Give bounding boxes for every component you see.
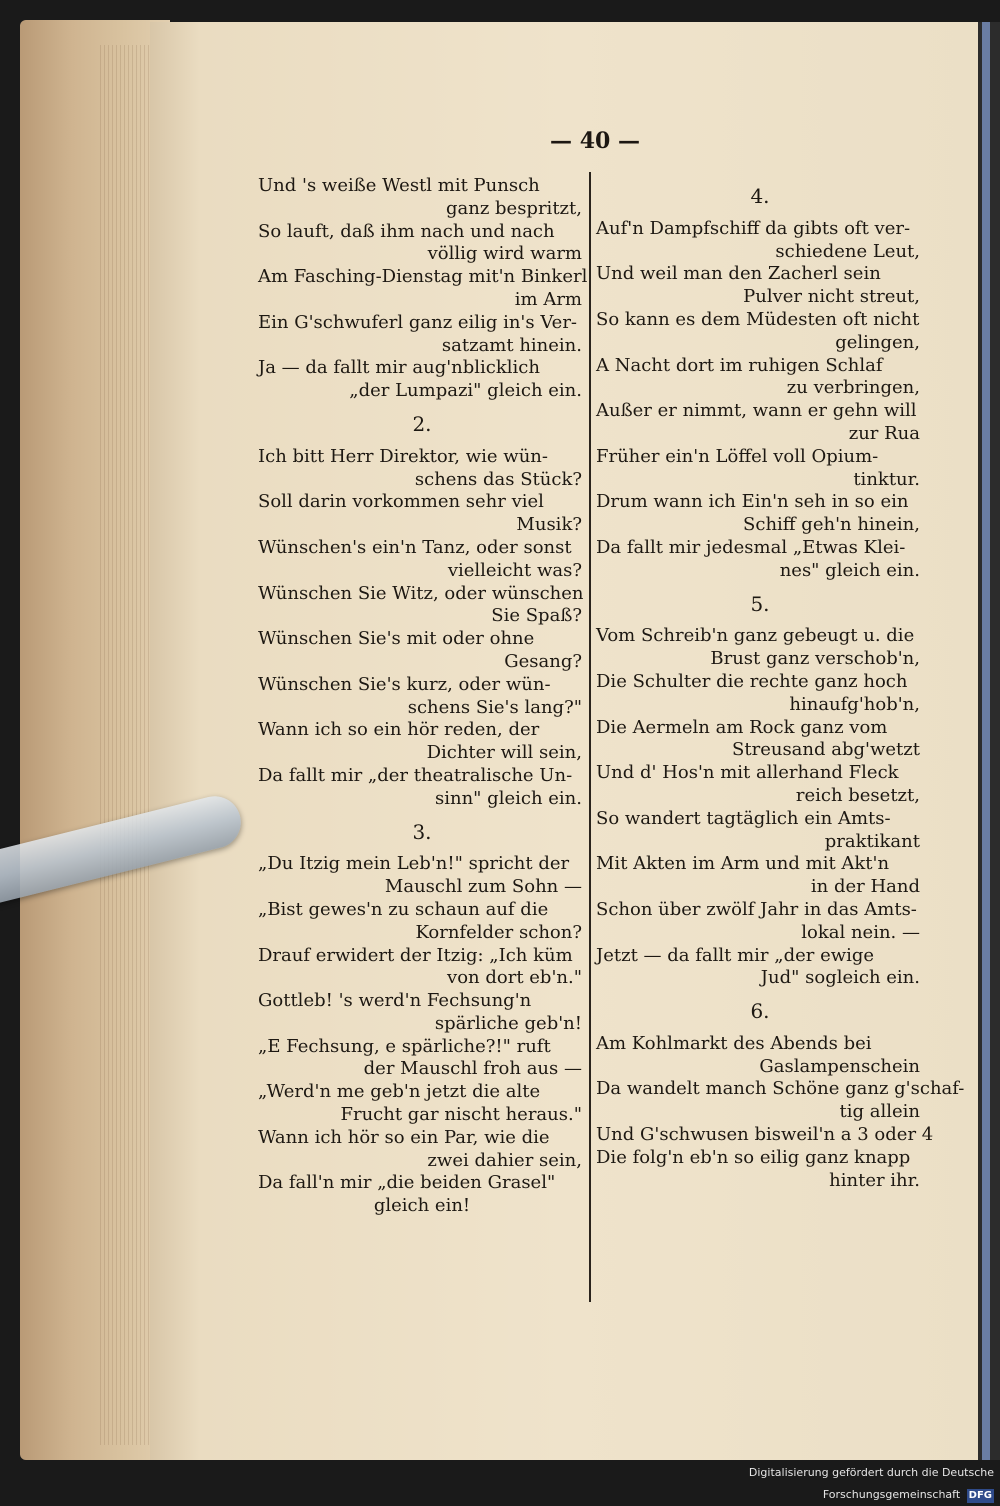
verse-line: nes" gleich ein. <box>779 559 920 581</box>
verse-line: Am Kohlmarkt des Abends bei <box>596 1032 872 1054</box>
verse-line: schiedene Leut, <box>775 240 920 262</box>
verse-line: Soll darin vorkommen sehr viel <box>258 491 544 513</box>
right-column <box>596 175 965 1192</box>
verse-line: Außer er nimmt, wann er gehn will <box>596 400 917 422</box>
verse-line: gelingen, <box>835 331 920 353</box>
stanza-number: 2. <box>412 411 432 436</box>
stanza-number: 6. <box>750 999 770 1024</box>
verse-line: gleich ein! <box>373 1195 471 1217</box>
verse-line: Und 's weiße Westl mit Punsch <box>258 175 540 196</box>
verse-line: „der Lumpazi" gleich ein. <box>349 380 582 402</box>
verse-line: Mit Akten im Arm und mit Akt'n <box>596 853 890 875</box>
verse-line: Kornfelder schon? <box>415 921 582 943</box>
verse-line: Dichter will sein, <box>426 742 582 764</box>
verse-line: Die Aermeln am Rock ganz vom <box>596 716 888 738</box>
verse-line: vielleicht was? <box>447 559 582 581</box>
verse-line: A Nacht dort im ruhigen Schlaf <box>596 354 883 376</box>
verse-line: in der Hand <box>810 876 920 898</box>
verse-line: So wandert tagtäglich ein Amts- <box>596 807 891 829</box>
stanza-number: 4. <box>750 184 770 208</box>
verse-line: schens das Stück? <box>414 468 582 490</box>
verse-line: Pulver nicht streut, <box>743 286 920 308</box>
verse-line: zwei dahier sein, <box>427 1149 582 1171</box>
verse-line: Da wandelt manch Schöne ganz g'schaf- <box>596 1078 965 1100</box>
left-column <box>258 175 586 1218</box>
verse-line: tig allein <box>839 1101 920 1123</box>
verse-line: ganz bespritzt, <box>445 197 582 219</box>
book-page-stack <box>20 20 170 1460</box>
verse-line: Schon über zwölf Jahr in das Amts- <box>596 898 917 920</box>
verse-line: zur Rua <box>848 422 920 444</box>
verse-line: Wünschen Sie's mit oder ohne <box>258 628 535 650</box>
verse-line: tinktur. <box>853 468 920 490</box>
verse-line: Die Schulter die rechte ganz hoch <box>596 670 908 692</box>
verse-line: Musik? <box>516 514 582 536</box>
verse-line: Früher ein'n Löffel voll Opium- <box>596 445 879 467</box>
verse-line: Drauf erwidert der Itzig: „Ich küm <box>258 944 573 966</box>
verse-line: Da fallt mir jedesmal „Etwas Klei- <box>596 536 906 558</box>
page-number: — 40 — <box>550 128 640 154</box>
verse-line: Da fallt mir „der theatralische Un- <box>258 764 573 786</box>
verse-line: Jetzt — da fallt mir „der ewige <box>596 944 875 966</box>
verse-line: schens Sie's lang?" <box>407 696 582 718</box>
verse-line: spärliche geb'n! <box>434 1012 582 1034</box>
verse-line: Brust ganz verschob'n, <box>710 648 920 670</box>
verse-line: Drum wann ich Ein'n seh in so ein <box>596 491 909 513</box>
stanza-number: 5. <box>750 591 770 616</box>
verse-line: „Bist gewes'n zu schaun auf die <box>258 898 549 920</box>
dfg-logo: DFG <box>968 1490 992 1501</box>
verse-line: Auf'n Dampfschiff da gibts oft ver- <box>596 217 911 239</box>
verse-line: Und weil man den Zacherl sein <box>596 263 881 285</box>
verse-line: Gottleb! 's werd'n Fechsung'n <box>258 990 532 1012</box>
verse-line: sinn" gleich ein. <box>435 787 582 809</box>
verse-line: „Werd'n me geb'n jetzt die alte <box>258 1081 541 1103</box>
verse-line: Gaslampenschein <box>759 1055 920 1077</box>
right-page-edge <box>978 22 1000 1460</box>
verse-line: hinaufg'hob'n, <box>789 693 920 715</box>
verse-line: Ich bitt Herr Direktor, wie wün- <box>258 445 548 467</box>
verse-line: Und d' Hos'n mit allerhand Fleck <box>596 762 899 784</box>
verse-line: So kann es dem Müdesten oft nicht <box>596 308 920 330</box>
verse-line: Vom Schreib'n ganz gebeugt u. die <box>596 625 915 647</box>
verse-line: Wünschen Sie Witz, oder wünschen <box>258 582 584 604</box>
verse-line: satzamt hinein. <box>441 334 582 356</box>
verse-line: Ein G'schwuferl ganz eilig in's Ver- <box>258 311 578 333</box>
verse-line: Wünschen Sie's kurz, oder wün- <box>258 673 551 695</box>
verse-line: reich besetzt, <box>795 784 920 806</box>
verse-line: Da fall'n mir „die beiden Grasel" <box>258 1172 556 1194</box>
verse-line: Sie Spaß? <box>491 605 582 627</box>
column-divider <box>589 172 591 1302</box>
verse-line: Mauschl zum Sohn — <box>384 876 582 898</box>
verse-line: Wünschen's ein'n Tanz, oder sonst <box>258 536 572 558</box>
verse-line: lokal nein. — <box>801 921 920 943</box>
footer-text: Digitalisierung gefördert durch die Deutsche Forschungsgemeinschaft <box>748 1466 994 1501</box>
verse-line: Und G'schwusen bisweil'n a 3 oder 4 <box>596 1124 934 1146</box>
verse-line: völlig wird warm <box>427 243 582 265</box>
verse-line: Streusand abg'wetzt <box>732 739 920 761</box>
verse-line: So lauft, daß ihm nach und nach <box>258 220 555 242</box>
verse-line: praktikant <box>824 830 920 852</box>
footer-credit <box>700 1462 1000 1501</box>
stanza-number: 3. <box>412 819 432 844</box>
verse-line: Wann ich so ein hör reden, der <box>258 719 540 741</box>
verse-line: Ja — da fallt mir aug'nblicklich <box>258 357 540 379</box>
verse-line: von dort eb'n." <box>447 967 582 989</box>
verse-line: Gesang? <box>504 650 582 672</box>
verse-line: Die folg'n eb'n so eilig ganz knapp <box>596 1146 911 1168</box>
bookmark-stripe <box>982 22 990 1460</box>
verse-line: Frucht gar nischt heraus." <box>340 1104 582 1126</box>
verse-line: Jud" sogleich ein. <box>760 967 920 989</box>
verse-line: zu verbringen, <box>786 377 920 399</box>
verse-line: im Arm <box>514 288 582 310</box>
verse-line: Wann ich hör so ein Par, wie die <box>258 1126 550 1148</box>
verse-line: hinter ihr. <box>829 1169 920 1191</box>
verse-line: „E Fechsung, e spärliche?!" ruft <box>258 1035 551 1057</box>
verse-line: „Du Itzig mein Leb'n!" spricht der <box>258 853 570 875</box>
verse-line: Am Fasching-Dienstag mit'n Binkerl <box>258 266 588 288</box>
verse-line: der Mauschl froh aus — <box>363 1058 582 1080</box>
verse-line: Schiff geh'n hinein, <box>743 514 920 536</box>
